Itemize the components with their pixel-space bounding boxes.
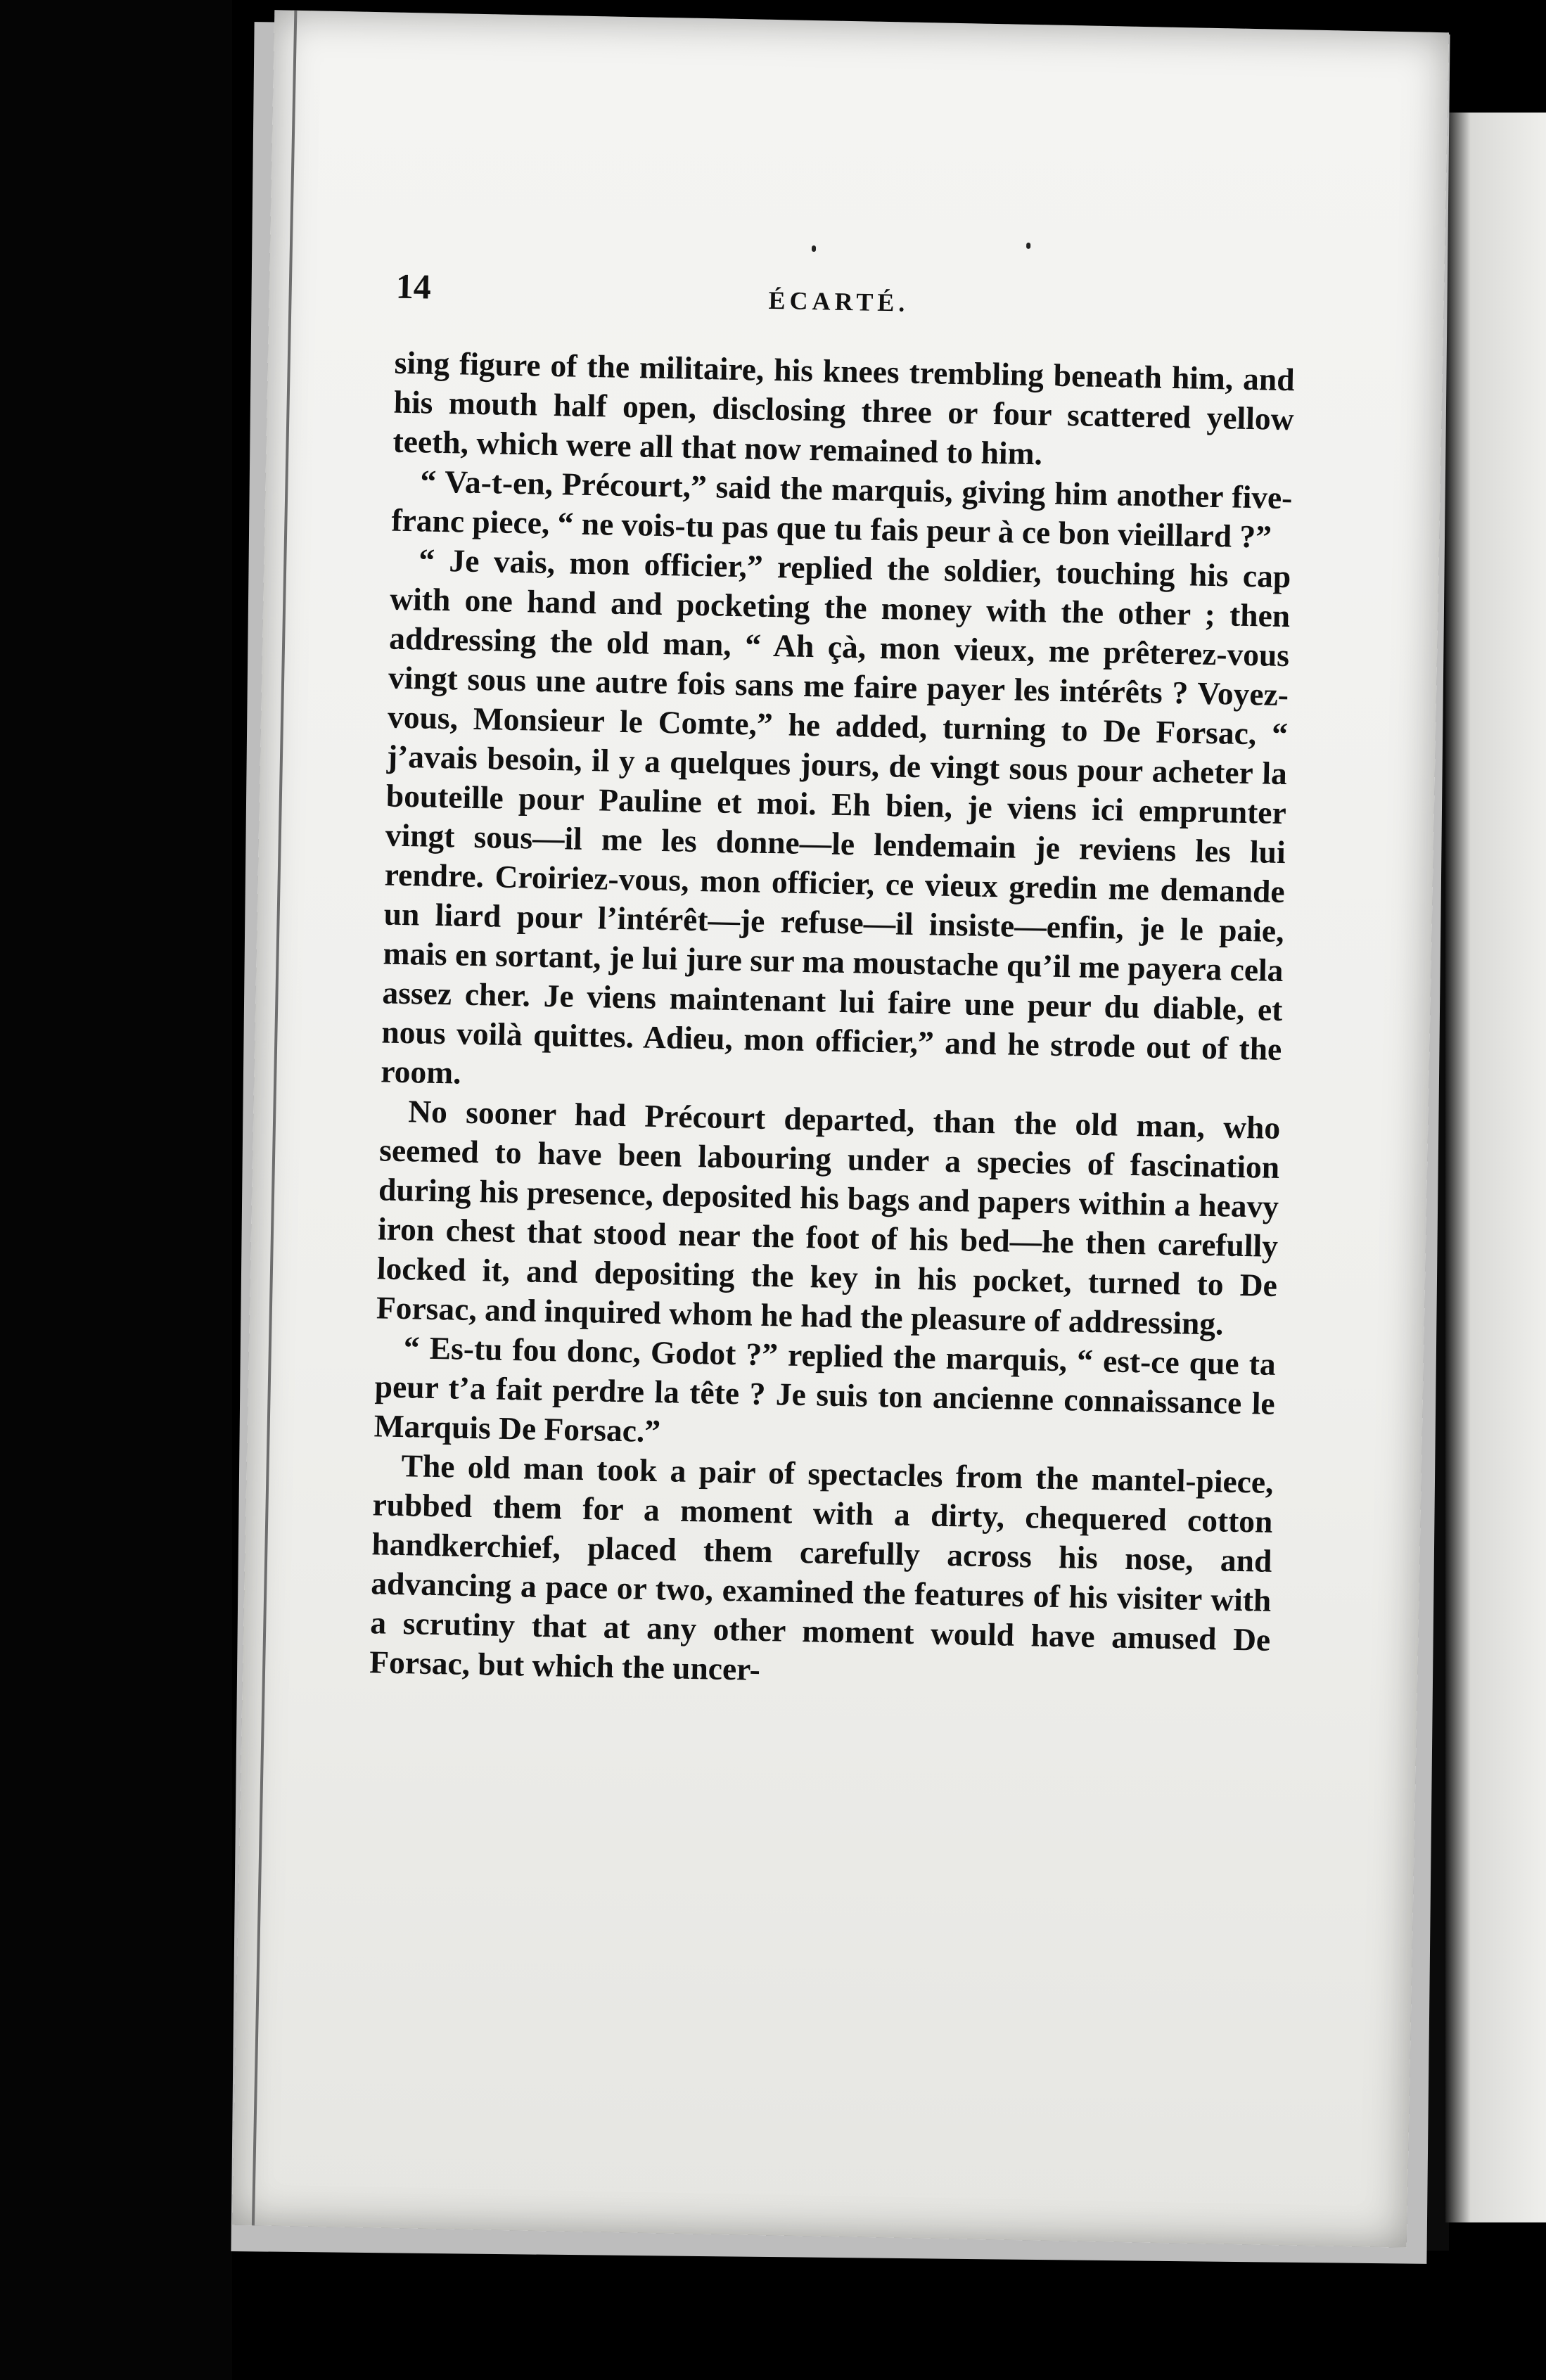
left-scan-margin <box>0 0 232 2380</box>
ink-speck <box>812 245 816 252</box>
paragraph-2: “ Va-t-en, Précourt,” said the marquis, giving him another five-franc piece, “ ne vois-tu pas que tu fais peur à ce bon vieillard ?” <box>391 463 1293 555</box>
paragraph-4: No sooner had Précourt departed, than the old man, who seemed to have been labouring under a species of fascination during his presence, deposited his bags and papers within a heavy iron chest that stood near the foot of his bed—he then carefully locked it, and depositing the key in his pocket, turned to De Forsac, and inquired whom he had the pleasure of addressing. <box>376 1093 1281 1342</box>
paragraph-1: sing figure of the militaire, his knees trembling beneath him, and his mouth half open, disclosing three or four scattered yellow teeth, which were all that now remained to him. <box>392 344 1296 472</box>
page-number: 14 <box>395 266 432 307</box>
paragraph-3: “ Je vais, mon officier,” replied the soldier, touching his cap with one hand and pocketing the money with the other ; then addressing the old man, “ Ah çà, mon vieux, me prêterez-vous vingt sous une autre fois sans me faire payer les intérêts ? Voyez-vous, Monsieur le Comte,” he added, turning to De Forsac, “ j’avais besoin, il y a quelques jours, de vingt sous pour acheter la bouteille pour Pauline et moi. Eh bien, je viens ici emprunter vingt sous—il me les donne—le lendemain je reviens les lui rendre. Croiriez-vous, mon officier, ce vieux gredin me demande un liard pour l’intérêt—je refuse—il insiste—enfin, je le paie, mais en sortant, je lui jure sur ma moustache qu’il me payera cela assez cher. Je viens maintenant lui faire une peur du diable, et nous voilà quittes. Adieu, mon officier,” and he strode out of the room. <box>380 542 1291 1091</box>
page-text-block <box>369 266 1296 1699</box>
paragraph-5: “ Es-tu fou donc, Godot ?” replied the marquis, “ est-ce que ta peur t’a fait perdre la tête ? Je suis ton ancienne connaissance le Marquis De Forsac.” <box>373 1329 1277 1450</box>
paragraph-6: The old man took a pair of spectacles from the mantel-piece, rubbed them for a moment with a dirty, chequered cotton handkerchief, placed them carefully across his nose, and advancing a pace or two, examined the features of his visiter with a scrutiny that at any other moment would have amused De Forsac, but which the uncer- <box>369 1447 1274 1687</box>
running-title: ÉCARTÉ. <box>768 286 909 317</box>
adjacent-page-edge <box>1445 113 1546 2222</box>
ink-speck <box>1026 243 1030 249</box>
book-page <box>232 10 1449 2247</box>
